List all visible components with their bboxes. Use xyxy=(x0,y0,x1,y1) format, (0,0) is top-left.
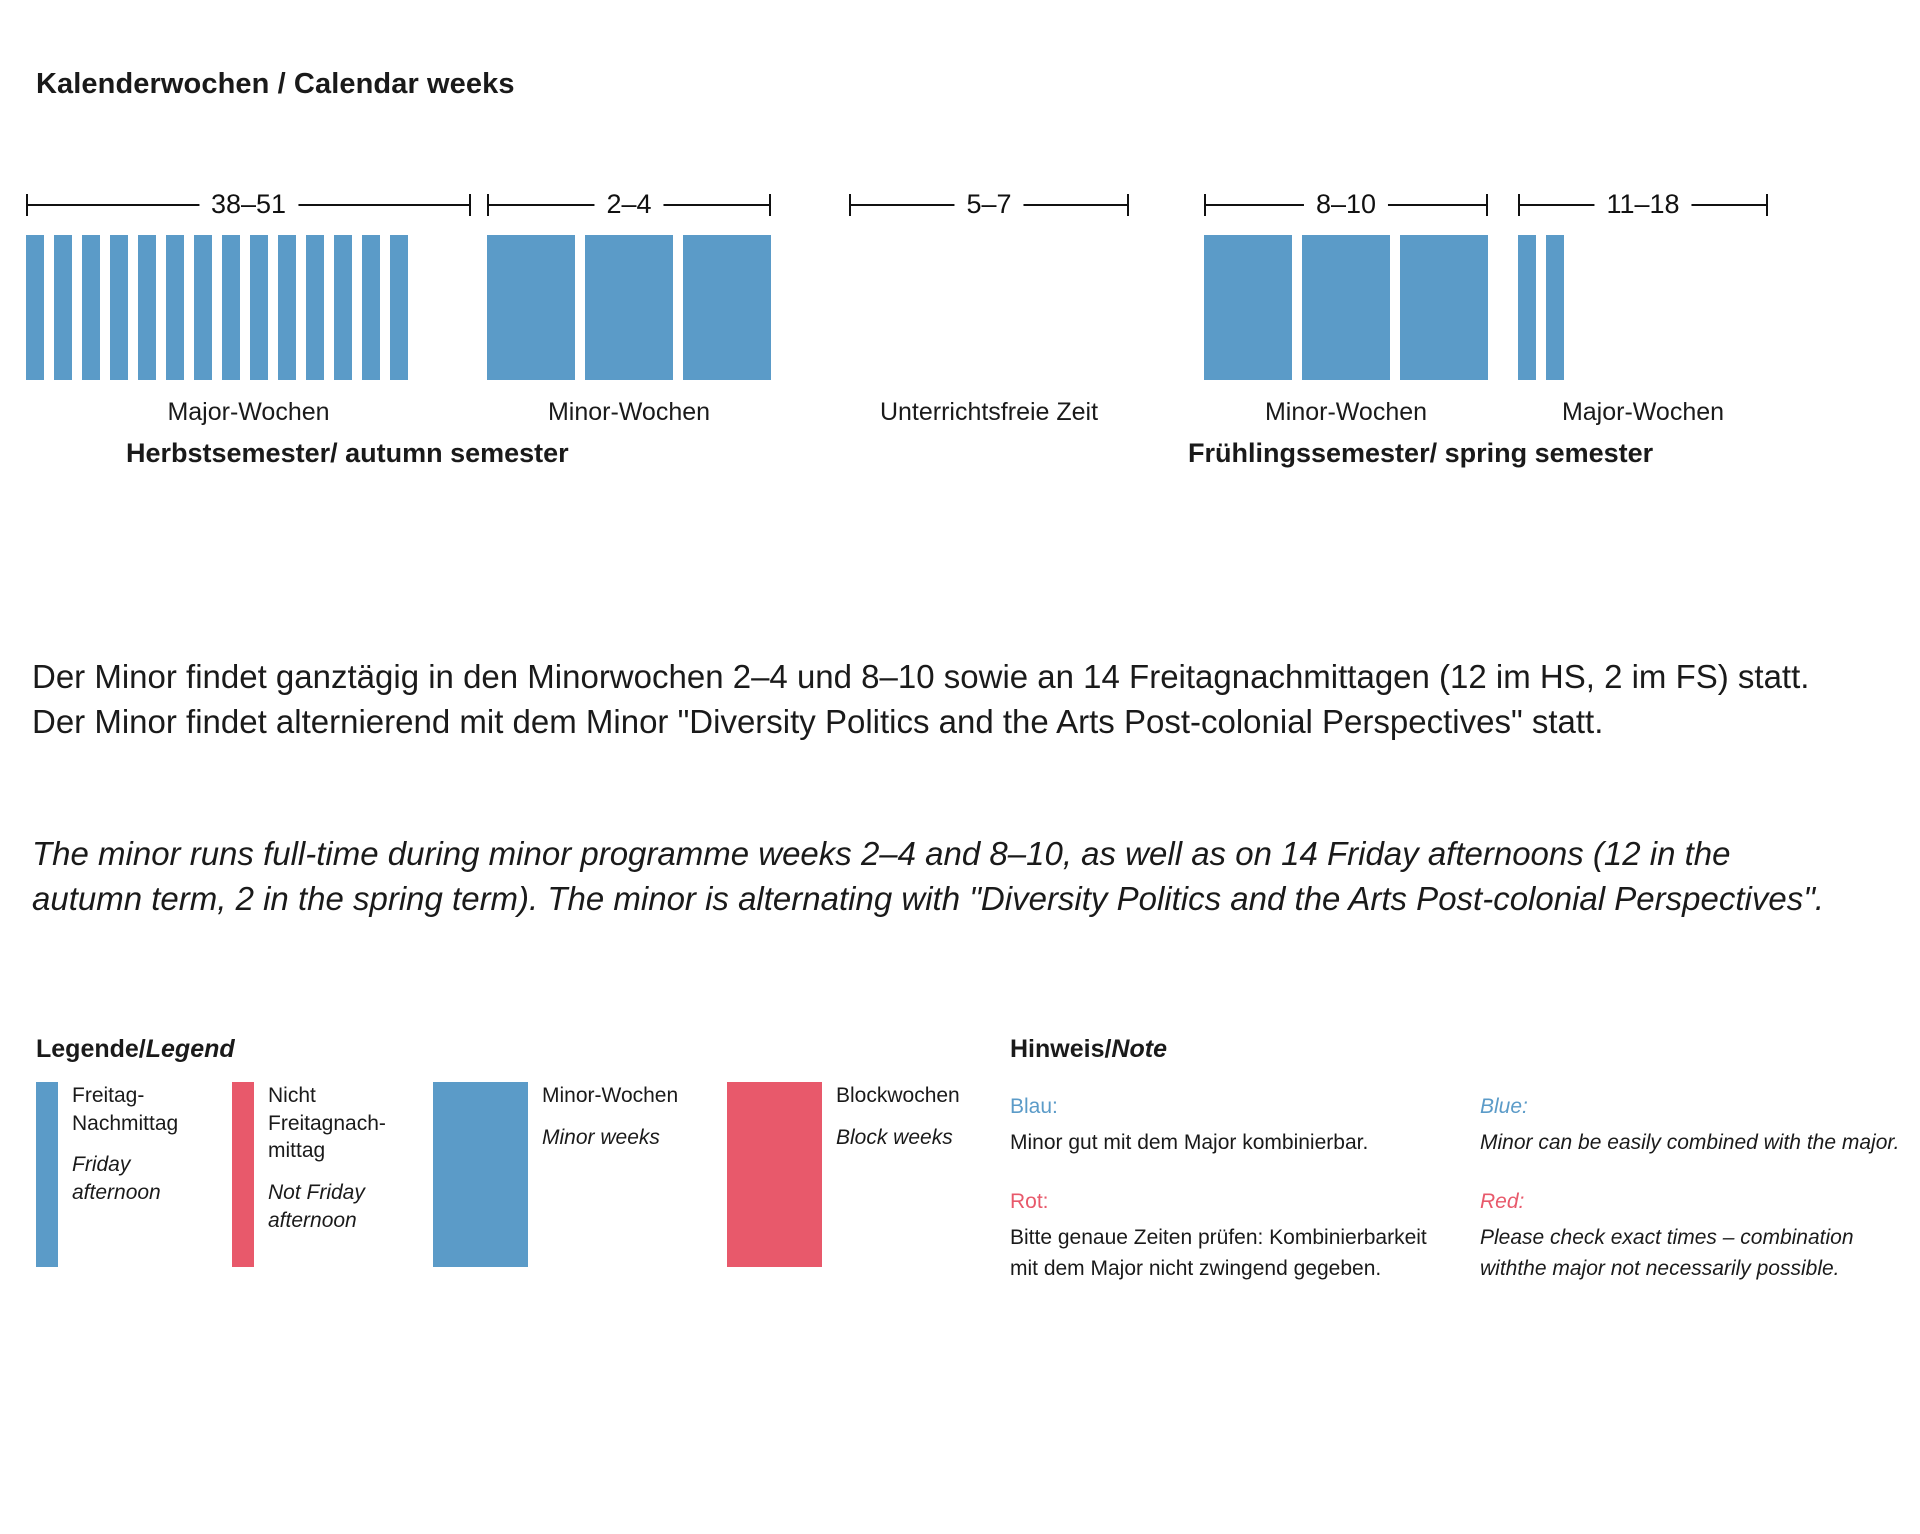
week-bar xyxy=(54,235,72,380)
legend-label xyxy=(72,1082,222,1207)
week-bars xyxy=(26,235,471,380)
brace-cap-right xyxy=(769,194,771,216)
timeline-group xyxy=(26,185,471,427)
legend-label-en: Minor weeks xyxy=(542,1125,660,1149)
timeline-group-label: Minor-Wochen xyxy=(1264,398,1428,426)
week-bar xyxy=(82,235,100,380)
week-bar xyxy=(585,235,673,380)
paragraph-english: The minor runs full-time during minor programme weeks 2–4 and 8–10, as well as on 14 Friday afternoons (12 in the autumn term, 2 in the spring term). The minor is alternating with "Diversity Politics and the Arts Post-colonial Perspectives". xyxy=(32,835,1825,917)
note-heading xyxy=(1010,1035,1167,1064)
note-heading-en: Note xyxy=(1111,1035,1167,1063)
timeline-group xyxy=(1204,185,1488,427)
legend-heading-en: Legend xyxy=(145,1035,235,1063)
brace-cap-right xyxy=(1486,194,1488,216)
brace-cap-right xyxy=(1127,194,1129,216)
legend-item xyxy=(232,1082,418,1267)
semester-label: Herbstsemester/ autumn semester xyxy=(126,438,569,468)
week-bar xyxy=(362,235,380,380)
week-bar xyxy=(222,235,240,380)
legend-heading-de: Legende/ xyxy=(36,1035,146,1063)
legend-swatch xyxy=(232,1082,254,1267)
note-red-label-en: Red: xyxy=(1480,1189,1525,1213)
timeline-group xyxy=(849,185,1129,427)
week-range-label: 2–4 xyxy=(594,185,663,223)
week-bars xyxy=(1204,235,1488,380)
week-bar xyxy=(487,235,575,380)
timeline-group xyxy=(1518,185,1768,427)
timeline-group-label: Unterrichtsfreie Zeit xyxy=(879,398,1099,426)
note-column-german xyxy=(1010,1092,1440,1284)
brace-cap-left xyxy=(487,194,489,216)
note-column-english xyxy=(1480,1092,1910,1284)
legend-label-en: Friday afternoon xyxy=(72,1153,161,1205)
note-red-label-de: Rot: xyxy=(1010,1189,1049,1213)
week-bar xyxy=(334,235,352,380)
week-bar xyxy=(1302,235,1390,380)
week-bar xyxy=(390,235,408,380)
note-blue-text-en: Minor can be easily combined with the major. xyxy=(1480,1131,1900,1155)
week-bar xyxy=(110,235,128,380)
legend-label-en: Not Friday afternoon xyxy=(268,1181,365,1232)
legend-swatch xyxy=(727,1082,822,1267)
brace-cap-left xyxy=(849,194,851,216)
legend-item xyxy=(433,1082,692,1267)
legend-label-en: Block weeks xyxy=(836,1125,953,1149)
brace-cap-left xyxy=(1204,194,1206,216)
timeline-group-label: Minor-Wochen xyxy=(547,398,711,426)
brace-cap-left xyxy=(1518,194,1520,216)
timeline-group-label: Major-Wochen xyxy=(167,398,330,426)
week-range-brace xyxy=(1204,185,1488,225)
week-bar xyxy=(1204,235,1292,380)
week-range-brace xyxy=(26,185,471,225)
legend-swatch xyxy=(36,1082,58,1267)
note-blue-text-de: Minor gut mit dem Major kombinierbar. xyxy=(1010,1131,1369,1155)
legend-label xyxy=(542,1082,692,1151)
week-bar xyxy=(166,235,184,380)
legend-label-de: Nicht Freitagnach-mittag xyxy=(268,1084,386,1163)
week-bars xyxy=(849,235,1129,380)
note-red-text-en: Please check exact times – combination withthe major not necessarily possible. xyxy=(1480,1226,1854,1280)
week-bar xyxy=(683,235,771,380)
legend-label-de: Freitag-Nachmittag xyxy=(72,1084,179,1135)
week-range-label: 38–51 xyxy=(199,185,298,223)
week-bars xyxy=(1518,235,1768,380)
semester-label: Frühlingssemester/ spring semester xyxy=(1188,438,1654,468)
calendar-timeline xyxy=(0,185,1920,525)
week-range-brace xyxy=(487,185,771,225)
legend-label xyxy=(836,1082,986,1151)
legend xyxy=(36,1082,986,1267)
week-bar xyxy=(278,235,296,380)
legend-label xyxy=(268,1082,418,1235)
note-heading-de: Hinweis/ xyxy=(1010,1035,1112,1063)
brace-cap-right xyxy=(469,194,471,216)
week-bar xyxy=(194,235,212,380)
legend-item xyxy=(727,1082,986,1267)
paragraph-german: Der Minor findet ganztägig in den Minorwochen 2–4 und 8–10 sowie an 14 Freitagnachmittagen (12 im HS, 2 im FS) statt. Der Minor findet alternierend mit dem Minor "Diversity Politics and the Arts Post-colonial Perspectives" statt. xyxy=(32,658,1810,740)
legend-label-de: Blockwochen xyxy=(836,1084,960,1107)
week-bar xyxy=(306,235,324,380)
week-bar xyxy=(1546,235,1564,380)
week-bar xyxy=(26,235,44,380)
week-range-brace xyxy=(849,185,1129,225)
week-bar xyxy=(1400,235,1488,380)
note-blue-label-de: Blau: xyxy=(1010,1095,1058,1118)
legend-swatch xyxy=(433,1082,528,1267)
timeline-group xyxy=(487,185,771,427)
week-range-label: 11–18 xyxy=(1594,185,1691,223)
week-bar xyxy=(250,235,268,380)
timeline-group-label: Major-Wochen xyxy=(1561,398,1725,426)
legend-heading xyxy=(36,1035,235,1064)
week-range-label: 5–7 xyxy=(954,185,1023,223)
legend-item xyxy=(36,1082,222,1267)
legend-label-de: Minor-Wochen xyxy=(542,1084,679,1107)
brace-cap-left xyxy=(26,194,28,216)
week-bars xyxy=(487,235,771,380)
week-bar xyxy=(138,235,156,380)
note-red-text-de: Bitte genaue Zeiten prüfen: Kombinierbarkeit mit dem Major nicht zwingend gegeben. xyxy=(1010,1226,1427,1280)
week-bar xyxy=(1518,235,1536,380)
page-title: Kalenderwochen / Calendar weeks xyxy=(36,68,515,100)
brace-cap-right xyxy=(1766,194,1768,216)
week-range-label: 8–10 xyxy=(1304,185,1388,223)
note-blue-label-en: Blue: xyxy=(1480,1095,1528,1118)
week-range-brace xyxy=(1518,185,1768,225)
